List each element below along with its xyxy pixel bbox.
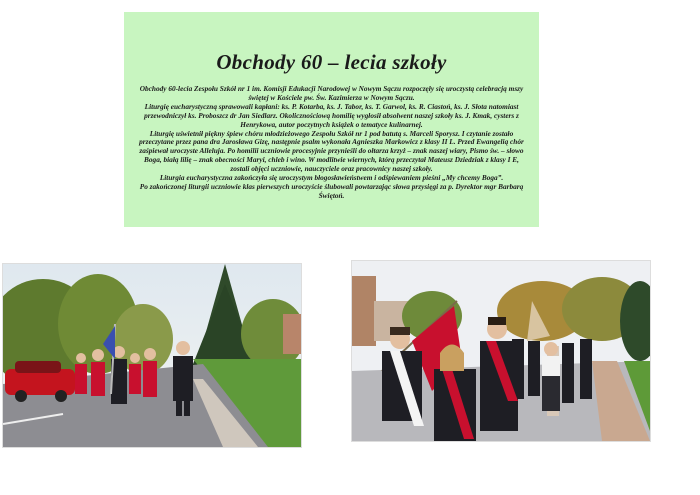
article-paragraph-3: Liturgię uświetnił piękny śpiew chóru młodzieżowego Zespołu Szkół nr 1 pod batutą s. Marceli Sporysz. I czytanie zostało przeczytane przez pana dra Jarosława Gizę, następnie psalm wykonała Agnieszka Markowicz z klasy II L. Przed Ewangelią chór zaśpiewał uroczyste Alleluja. Po homilii uczniowie procesyjnie przynieśli do ołtarza krzyż – znak naszej wiary, Pismo św. – słowo Boga, białą lilię – znak obecności Maryi, chleb i wino. W modlitwie wiernych, którą przeczytał Mateusz Dziedziak z klasy I E, zostali objęci uczniowie, nauczyciele oraz pracownicy naszej szkoły.: [139, 128, 524, 174]
flag-bearers-illustration: [352, 261, 650, 441]
article-title: Obchody 60 – lecia szkoły: [216, 50, 447, 74]
article-body: [136, 85, 527, 201]
article-panel: [124, 12, 539, 227]
article-paragraph-1: Obchody 60-lecia Zespołu Szkół nr 1 im. Komisji Edukacji Narodowej w Nowym Sączu rozpoczęły się uroczystą celebracją mszy świętej w Kościele pw. Św. Kazimierza w Nowym Sączu.: [139, 84, 524, 102]
flag-bearers-photo: [351, 260, 651, 442]
article-paragraph-4: Liturgia eucharystyczna zakończyła się uroczystym błogosławieństwem i odśpiewaniem pieśni „My chcemy Boga”.: [159, 173, 504, 183]
article-paragraph-2: Liturgię eucharystyczną sprawowali kapłani: ks. P. Kotarba, ks. J. Tabor, ks. T. Garwol, ks. R. Ciastoń, ks. J. Słota natomiast przewodniczył ks. Proboszcz dr Jan Siedlarz. Okolicznościową homilię wygłosił absolwent naszej szkoły ks. J. Kmak, cysters z Henrykowa, autor poczytnych książek o tematyce kulinarnej.: [144, 101, 519, 129]
article-paragraph-5: Po zakończonej liturgii uczniowie klas pierwszych uroczyście ślubowali powtarzając słowa przysięgi za p. Dyrektor mgr Barbarą Świętoń.: [139, 181, 524, 200]
procession-street-photo: [2, 263, 302, 448]
procession-street-illustration: [3, 264, 301, 447]
